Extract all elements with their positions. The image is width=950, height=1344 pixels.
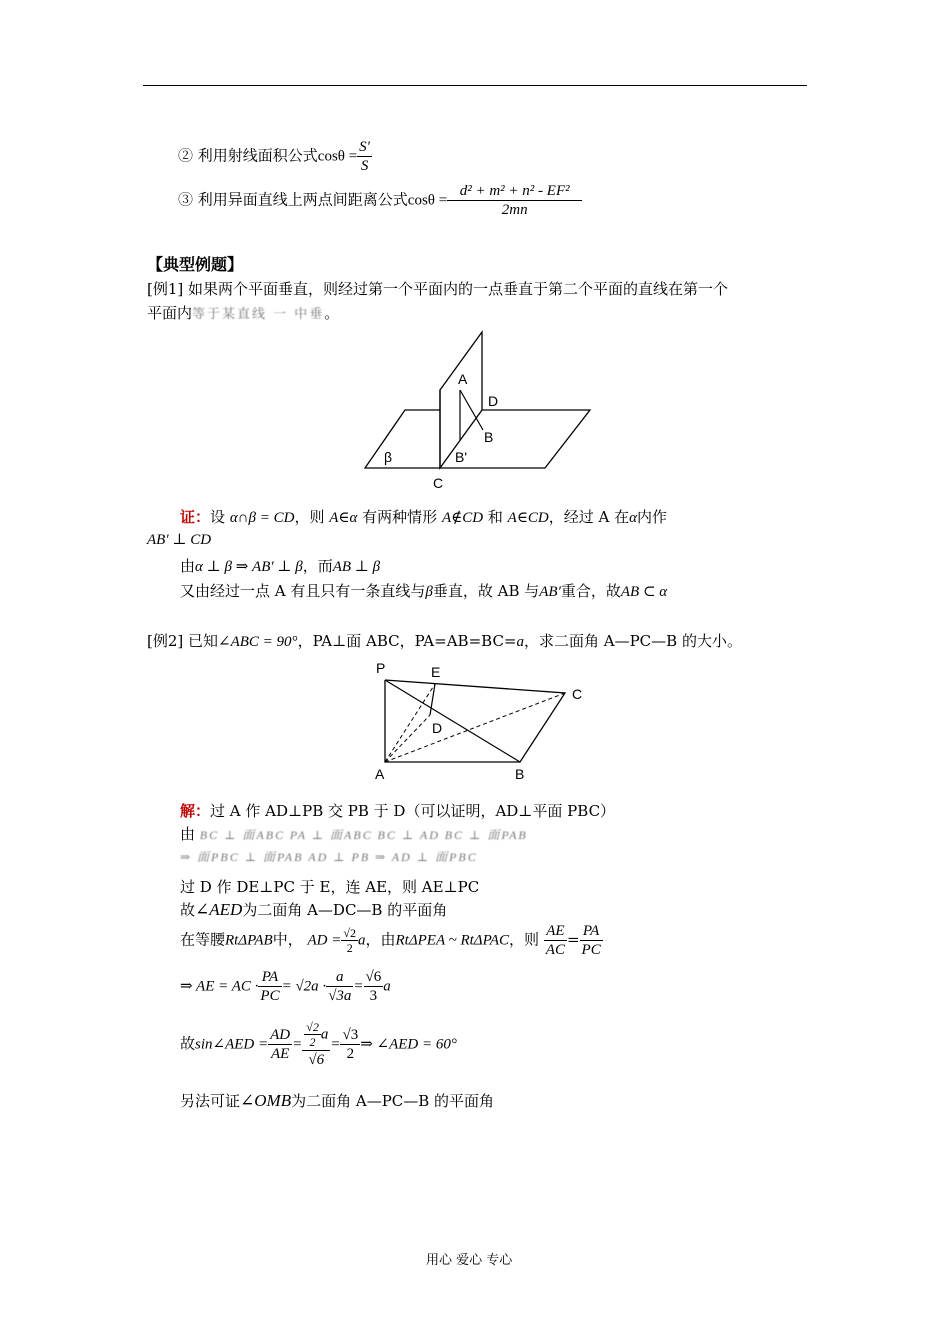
label-d: D [432,720,443,736]
line-ad [385,715,430,762]
blurred-text: 等于某直线 一 中垂 [192,307,325,322]
line-pb [385,680,520,762]
formula-2-label: ② 利用射线面积公式 [178,146,318,165]
ex2-solution-line8: 故sin∠AED = $\frac{AD}{AE}$ = $\frac{√2}{2}$ a √6 = $\frac{√3}{2}$ ⇒ ∠AED = 60° [180,1020,457,1068]
ex2-solution-line3: ⇒ 面PBC ⊥ 面PAB AD ⊥ PB ⇒ AD ⊥ 面PBC [180,850,478,864]
plane-alpha [440,332,482,468]
ex2-solution-line4: 过 D 作 DE⊥PC 于 E，连 AE，则 AE⊥PC [180,878,480,896]
proof-label: 证： [180,508,211,526]
outline [385,680,565,762]
cos-theta: cosθ = [317,148,358,165]
formula-item-2 [178,138,372,175]
cos-theta: cosθ = [407,192,448,209]
area-fraction: $\frac{S'}{S}$ [359,139,370,174]
label-a: A [375,766,385,782]
ex2-solution-line2: 由 BC ⊥ 面ABC PA ⊥ 面ABC BC ⊥ AD BC ⊥ 面PAB [180,825,528,843]
fraction-pa-pc: $\frac{PA}{PC}$ [260,969,280,1004]
plane-beta [365,410,590,468]
ex2-solution-line5: 故∠AED为二面角 A—DC—B 的平面角 [180,900,448,919]
fraction-sqrt3-2: $\frac{√3}{2}$ [342,1026,359,1062]
page-footer: 用心 爱心 专心 [426,1253,513,1268]
label-c: C [572,686,583,702]
ex1-line1: [例1] 如果两个平面垂直，则经过第一个平面内的一点垂直于第二个平面的直线在第一个 [147,280,729,298]
label-p: P [376,660,386,676]
figure-perpendicular-planes [360,330,600,495]
label-b: B [484,429,494,445]
formula-item-3 [178,182,582,219]
label-b-prime: B' [455,449,468,465]
ex1-line2: 平面内等于某直线 一 中垂。 [147,304,340,322]
fraction-sqrt2-over-2: $\frac{√2}{2}$ [343,925,356,955]
ex1-proof-line3: 由α ⊥ β ⇒ AB′ ⊥ β，而AB ⊥ β [180,557,381,575]
ex2-statement: [例2] 已知∠ABC = 90°，PA⊥面 ABC，PA=AB=BC=a，求二面角 A—PC—B 的大小。 [147,632,742,650]
header-rule [143,85,807,86]
fraction-pa-pc: $\frac{PA}{PC}$ [581,923,601,958]
fraction-ad-ae: $\frac{AD}{AE}$ [270,1026,291,1062]
label-b: B [515,766,525,782]
label-c: C [433,475,444,491]
figure-tetrahedron [370,655,595,785]
fraction-sqrt6-3: $\frac{√6}{3}$ [365,969,382,1004]
formula-3-label: ③ 利用异面直线上两点间距离公式 [178,190,408,209]
label-beta: β [384,449,393,465]
fraction-ae-ac: $\frac{AE}{AC}$ [545,923,565,958]
fraction-compound: $\frac{√2}{2}$ a √6 [302,1020,330,1069]
ex2-solution-line1: 解：过 A 作 AD⊥PB 交 PB 于 D（可以证明，AD⊥平面 PBC） [180,802,616,820]
solution-label: 解： [180,802,211,820]
fraction-a-sqrt3a: $\frac{a}{√3a}$ [328,969,352,1004]
ex2-solution-line6: 在等腰RtΔPAB中， AD = $\frac{√2}{2}$ a，由RtΔPEA ~ RtΔPAC，则 $\frac{AE}{AC}$ = $\frac{PA}{PC}$ [180,923,601,958]
ex2-solution-line7: ⇒ AE = AC · $\frac{PA}{PC}$ = √2a · $\frac{a}{√3a}$ = $\frac{√6}{3}$ a [180,969,391,1004]
ex2-solution-line9: 另法可证∠OMB为二面角 A—PC—B 的平面角 [180,1091,495,1110]
ex1-proof-line4: 又由经过一点 A 有且只有一条直线与β垂直，故 AB 与AB′重合，故AB ⊂ α [180,582,668,600]
line-ac [385,693,565,762]
section-title: 【典型例题】 [147,255,244,274]
ex1-proof-line1: 证：设 α∩β = CD，则 A∈α 有两种情形 A∉CD 和 A∈CD，经过 A 在α内作 [180,508,668,526]
ex1-proof-line2: AB′ ⊥ CD [147,532,212,548]
label-e: E [431,664,441,680]
label-a: A [458,371,468,387]
distance-fraction: $\frac{\text{d² + m² + n² - EF²}}{2mn}$ [447,182,582,219]
label-d: D [488,393,499,409]
